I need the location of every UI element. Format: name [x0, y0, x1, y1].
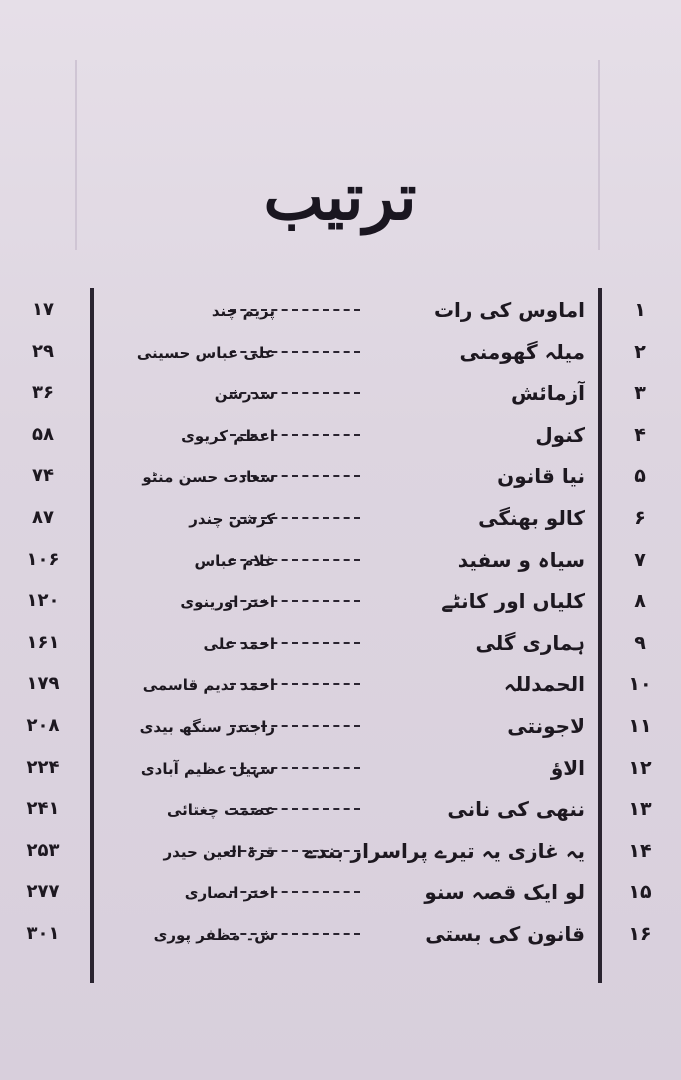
- author-name: غلام عباس: [194, 551, 275, 570]
- page-number: ۵۸: [32, 423, 54, 445]
- entry-number: ۵: [634, 465, 646, 488]
- page-number: ۱۰۶: [26, 548, 60, 570]
- page-number: ۲۷۷: [26, 881, 60, 903]
- story-title: کنول: [535, 422, 585, 447]
- toc-row: [0, 623, 681, 663]
- story-title: سیاہ و سفید: [457, 547, 585, 572]
- author-name: سہیل عظیم آبادی: [140, 759, 275, 778]
- entry-number: ۱: [634, 299, 646, 321]
- entry-number: ۱۵: [628, 881, 652, 904]
- entry-number: ۶: [634, 507, 646, 529]
- entry-number: ۸: [634, 590, 646, 613]
- story-title: لاجونتی: [507, 714, 585, 738]
- page-number: ۷۴: [32, 465, 54, 487]
- story-title: لو ایک قصہ سنو: [424, 880, 585, 905]
- story-title: قانون کی بستی: [425, 922, 585, 946]
- toc-row: [0, 581, 681, 621]
- entry-number: ۹: [634, 631, 646, 654]
- author-name: راجندر سنگھ بیدی: [139, 718, 275, 736]
- author-name: سعادت حسن منٹو: [142, 468, 275, 487]
- entry-number: ۱۶: [628, 923, 652, 945]
- author-name: احمد علی: [203, 634, 275, 653]
- toc-row: [0, 415, 681, 455]
- story-title: الاؤ: [550, 755, 585, 780]
- entry-number: ۱۴: [628, 839, 652, 862]
- toc-row: [0, 373, 681, 413]
- toc-row: [0, 540, 681, 580]
- entry-number: ۳: [634, 382, 646, 405]
- story-title: ہماری گلی: [475, 630, 585, 655]
- page-number: ۸۷: [32, 507, 54, 528]
- author-name: پریم چند: [211, 302, 275, 320]
- story-title: کلیاں اور کانٹے: [441, 589, 585, 614]
- author-name: اختر انصاری: [184, 884, 275, 903]
- page-number: ۳۰۱: [26, 923, 60, 944]
- story-title: الحمدللہ: [503, 672, 585, 697]
- story-title: آزمائش: [510, 381, 585, 406]
- story-title: ننھی کی نانی: [447, 797, 585, 822]
- entry-number: ۱۰: [628, 673, 652, 696]
- story-title: اماوس کی رات: [433, 298, 585, 322]
- page-number: ۱۶۱: [26, 631, 60, 653]
- toc-row: [0, 332, 681, 372]
- page-number: ۲۴۱: [26, 798, 60, 820]
- toc-row: [0, 498, 681, 538]
- story-title: نیا قانون: [497, 464, 585, 489]
- bleed-through-line-left: [75, 60, 77, 250]
- toc-row: [0, 456, 681, 496]
- author-name: احمد ندیم قاسمی: [142, 676, 275, 695]
- author-name: عصمت چغتائی: [166, 801, 275, 820]
- author-name: کرشن چندر: [189, 510, 275, 528]
- toc-row: [0, 914, 681, 954]
- page-number: ۲۵۳: [26, 839, 60, 861]
- toc-row: [0, 290, 681, 330]
- entry-number: ۲: [634, 340, 646, 363]
- page-number: ۱۲۰: [26, 590, 60, 612]
- author-name: سدرشن: [214, 385, 275, 404]
- author-name: اختر اورینوی: [180, 593, 275, 612]
- page-number: ۱۷۹: [26, 673, 60, 695]
- entry-number: ۱۱: [628, 715, 652, 737]
- story-title: یہ غازی یہ تیرے پراسرار بندے: [304, 838, 585, 863]
- author-name: قرۃ العین حیدر: [163, 842, 275, 861]
- author-name: اعظم کریوی: [181, 426, 275, 445]
- entry-number: ۴: [634, 423, 646, 446]
- toc-row: [0, 748, 681, 788]
- author-name: ش۔ مظفر پوری: [153, 926, 275, 944]
- story-title: میلہ گھومنی: [459, 339, 585, 364]
- page-number: ۳۶: [32, 382, 54, 404]
- page-number: ۱۷: [32, 299, 54, 320]
- toc-row: [0, 872, 681, 912]
- entry-number: ۱۳: [628, 798, 652, 821]
- bleed-through-line-right: [598, 60, 600, 250]
- page-number: ۲۰۸: [26, 715, 60, 736]
- page-number: ۲۹: [32, 340, 54, 362]
- entry-number: ۷: [634, 548, 646, 571]
- toc-row: [0, 789, 681, 829]
- toc-row: [0, 706, 681, 746]
- toc-row: [0, 664, 681, 704]
- toc-row: [0, 831, 681, 871]
- story-title: کالو بھنگی: [478, 506, 585, 530]
- entry-number: ۱۲: [628, 756, 652, 779]
- author-name: علی عباس حسینی: [136, 343, 275, 362]
- page-title: ترتیب: [263, 160, 417, 235]
- page-number: ۲۲۴: [26, 756, 60, 778]
